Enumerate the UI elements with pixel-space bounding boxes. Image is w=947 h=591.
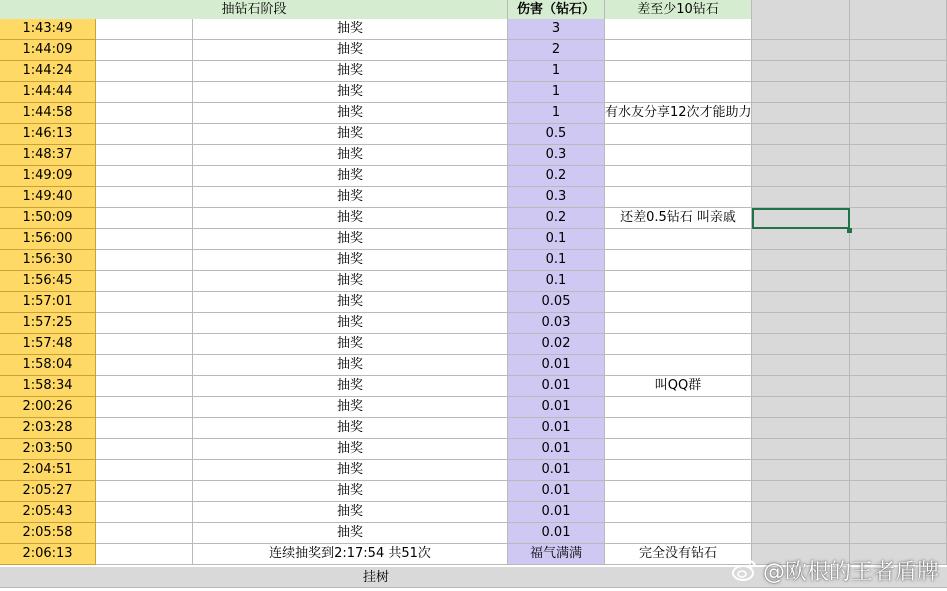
time-cell[interactable]: 1:44:58 <box>0 103 96 124</box>
action-cell[interactable]: 抽奖 <box>193 124 508 145</box>
time-cell[interactable]: 1:56:45 <box>0 271 96 292</box>
empty-cell[interactable] <box>850 439 947 460</box>
note-cell[interactable] <box>605 145 752 166</box>
time-cell[interactable]: 1:49:09 <box>0 166 96 187</box>
empty-cell[interactable] <box>850 103 947 124</box>
empty-cell[interactable] <box>752 313 850 334</box>
damage-cell[interactable]: 0.5 <box>508 124 605 145</box>
note-cell[interactable] <box>605 40 752 61</box>
table-row <box>0 292 947 313</box>
note-cell[interactable] <box>605 502 752 523</box>
empty-cell[interactable] <box>752 460 850 481</box>
empty-cell[interactable] <box>96 40 193 61</box>
damage-cell[interactable]: 2 <box>508 40 605 61</box>
empty-cell[interactable] <box>96 292 193 313</box>
action-cell[interactable]: 抽奖 <box>193 82 508 103</box>
action-cell[interactable]: 抽奖 <box>193 250 508 271</box>
note-cell[interactable] <box>605 355 752 376</box>
action-cell[interactable]: 抽奖 <box>193 145 508 166</box>
empty-cell[interactable] <box>96 460 193 481</box>
damage-cell[interactable]: 0.1 <box>508 250 605 271</box>
empty-cell[interactable] <box>850 334 947 355</box>
action-cell[interactable]: 抽奖 <box>193 103 508 124</box>
action-cell[interactable]: 抽奖 <box>193 481 508 502</box>
header-damage[interactable]: 伤害（钻石） <box>508 0 605 21</box>
note-cell[interactable] <box>605 187 752 208</box>
empty-cell[interactable] <box>850 376 947 397</box>
note-cell[interactable] <box>605 313 752 334</box>
note-cell[interactable] <box>605 292 752 313</box>
time-cell[interactable]: 1:44:44 <box>0 82 96 103</box>
damage-cell[interactable]: 0.01 <box>508 439 605 460</box>
time-cell[interactable]: 1:50:09 <box>0 208 96 229</box>
note-cell[interactable]: 完全没有钻石 <box>605 544 752 565</box>
note-cell[interactable]: 有水友分享12次才能助力 <box>605 103 752 124</box>
empty-cell[interactable] <box>96 124 193 145</box>
action-cell[interactable]: 抽奖 <box>193 61 508 82</box>
time-cell[interactable]: 2:05:43 <box>0 502 96 523</box>
damage-cell[interactable]: 3 <box>508 19 605 40</box>
empty-cell[interactable] <box>850 292 947 313</box>
table-row <box>0 271 947 292</box>
action-cell[interactable]: 抽奖 <box>193 313 508 334</box>
damage-cell[interactable]: 1 <box>508 103 605 124</box>
note-cell[interactable] <box>605 439 752 460</box>
action-cell[interactable]: 抽奖 <box>193 292 508 313</box>
damage-cell[interactable]: 0.3 <box>508 187 605 208</box>
empty-cell[interactable] <box>850 145 947 166</box>
empty-cell[interactable] <box>850 418 947 439</box>
empty-cell[interactable] <box>96 418 193 439</box>
time-cell[interactable]: 1:58:34 <box>0 376 96 397</box>
note-cell[interactable] <box>605 334 752 355</box>
empty-cell[interactable] <box>96 250 193 271</box>
table-row <box>0 460 947 481</box>
watermark-text: @欧根的王者盾牌 <box>762 559 939 585</box>
table-row <box>0 334 947 355</box>
table-row <box>0 313 947 334</box>
empty-cell[interactable] <box>96 166 193 187</box>
empty-cell[interactable] <box>752 145 850 166</box>
empty-cell[interactable] <box>850 166 947 187</box>
action-cell[interactable]: 抽奖 <box>193 397 508 418</box>
action-cell[interactable]: 抽奖 <box>193 355 508 376</box>
action-cell[interactable]: 抽奖 <box>193 418 508 439</box>
table-row <box>0 523 947 544</box>
time-cell[interactable]: 1:56:00 <box>0 229 96 250</box>
empty-cell[interactable] <box>96 502 193 523</box>
empty-cell[interactable] <box>752 355 850 376</box>
empty-cell[interactable] <box>850 187 947 208</box>
table-row <box>0 82 947 103</box>
empty-cell[interactable] <box>752 481 850 502</box>
empty-cell[interactable] <box>96 145 193 166</box>
note-cell[interactable]: 还差0.5钻石 叫亲戚 <box>605 208 752 229</box>
time-cell[interactable]: 2:04:51 <box>0 460 96 481</box>
empty-cell[interactable] <box>96 271 193 292</box>
empty-cell[interactable] <box>850 40 947 61</box>
time-cell[interactable]: 2:00:26 <box>0 397 96 418</box>
action-cell[interactable]: 抽奖 <box>193 502 508 523</box>
header-need[interactable]: 差至少10钻石 <box>605 0 752 21</box>
empty-cell[interactable] <box>850 271 947 292</box>
time-cell[interactable]: 1:56:30 <box>0 250 96 271</box>
empty-cell[interactable] <box>752 19 850 40</box>
weibo-icon <box>731 556 759 584</box>
damage-cell[interactable]: 0.01 <box>508 418 605 439</box>
empty-cell[interactable] <box>850 61 947 82</box>
action-cell[interactable]: 抽奖 <box>193 271 508 292</box>
empty-cell[interactable] <box>96 523 193 544</box>
empty-cell[interactable] <box>96 439 193 460</box>
damage-cell[interactable]: 0.01 <box>508 355 605 376</box>
empty-cell[interactable] <box>752 61 850 82</box>
time-cell[interactable]: 1:44:24 <box>0 61 96 82</box>
header-empty-cell[interactable] <box>850 0 947 21</box>
damage-cell[interactable]: 0.01 <box>508 397 605 418</box>
empty-cell[interactable] <box>96 187 193 208</box>
damage-cell[interactable]: 0.01 <box>508 502 605 523</box>
empty-cell[interactable] <box>96 481 193 502</box>
empty-cell[interactable] <box>752 166 850 187</box>
action-cell[interactable]: 抽奖 <box>193 523 508 544</box>
note-cell[interactable] <box>605 229 752 250</box>
empty-cell[interactable] <box>96 376 193 397</box>
empty-cell[interactable] <box>752 397 850 418</box>
footer-label[interactable]: 挂树 <box>362 570 389 585</box>
empty-cell[interactable] <box>850 208 947 229</box>
damage-cell[interactable]: 0.03 <box>508 313 605 334</box>
time-cell[interactable]: 2:05:58 <box>0 523 96 544</box>
empty-cell[interactable] <box>96 229 193 250</box>
action-cell[interactable]: 抽奖 <box>193 460 508 481</box>
table-row <box>0 376 947 397</box>
damage-cell[interactable]: 1 <box>508 61 605 82</box>
table-row <box>0 502 947 523</box>
action-cell[interactable]: 抽奖 <box>193 187 508 208</box>
empty-cell[interactable] <box>850 313 947 334</box>
damage-cell[interactable]: 0.3 <box>508 145 605 166</box>
empty-cell[interactable] <box>752 250 850 271</box>
empty-cell[interactable] <box>752 502 850 523</box>
empty-cell[interactable] <box>850 523 947 544</box>
selected-cell[interactable] <box>752 208 850 229</box>
damage-cell[interactable]: 0.1 <box>508 271 605 292</box>
time-cell[interactable]: 1:58:04 <box>0 355 96 376</box>
empty-cell[interactable] <box>850 397 947 418</box>
time-cell[interactable]: 1:46:13 <box>0 124 96 145</box>
table-row <box>0 418 947 439</box>
action-cell[interactable]: 抽奖 <box>193 334 508 355</box>
note-cell[interactable] <box>605 250 752 271</box>
time-cell[interactable]: 1:49:40 <box>0 187 96 208</box>
time-cell[interactable]: 2:05:27 <box>0 481 96 502</box>
damage-cell[interactable]: 0.01 <box>508 523 605 544</box>
table-row <box>0 481 947 502</box>
action-cell[interactable]: 抽奖 <box>193 439 508 460</box>
empty-cell[interactable] <box>850 460 947 481</box>
header-empty-cell[interactable] <box>752 0 850 21</box>
empty-cell[interactable] <box>752 292 850 313</box>
empty-cell[interactable] <box>752 124 850 145</box>
table-row <box>0 229 947 250</box>
table-row <box>0 397 947 418</box>
empty-cell[interactable] <box>850 355 947 376</box>
empty-cell[interactable] <box>850 19 947 40</box>
note-cell[interactable] <box>605 166 752 187</box>
damage-cell[interactable]: 0.01 <box>508 376 605 397</box>
empty-cell[interactable] <box>850 502 947 523</box>
damage-cell[interactable]: 0.2 <box>508 208 605 229</box>
empty-cell[interactable] <box>96 19 193 40</box>
note-cell[interactable] <box>605 418 752 439</box>
empty-cell[interactable] <box>752 40 850 61</box>
action-cell[interactable]: 抽奖 <box>193 229 508 250</box>
action-cell[interactable]: 连续抽奖到2:17:54 共51次 <box>193 544 508 565</box>
header-stage[interactable]: 抽钻石阶段 <box>221 2 287 17</box>
action-cell[interactable]: 抽奖 <box>193 19 508 40</box>
action-cell[interactable]: 抽奖 <box>193 40 508 61</box>
empty-cell[interactable] <box>752 334 850 355</box>
damage-cell[interactable]: 0.05 <box>508 292 605 313</box>
table-row <box>0 439 947 460</box>
table-row <box>0 355 947 376</box>
empty-cell[interactable] <box>96 334 193 355</box>
empty-cell[interactable] <box>752 103 850 124</box>
note-cell[interactable] <box>605 523 752 544</box>
empty-cell[interactable] <box>850 229 947 250</box>
table-row <box>0 124 947 145</box>
action-cell[interactable]: 抽奖 <box>193 208 508 229</box>
note-cell[interactable] <box>605 61 752 82</box>
empty-cell[interactable] <box>96 82 193 103</box>
note-cell[interactable] <box>605 460 752 481</box>
table-row <box>0 166 947 187</box>
empty-cell[interactable] <box>96 313 193 334</box>
damage-cell[interactable]: 1 <box>508 82 605 103</box>
time-cell[interactable]: 2:03:28 <box>0 418 96 439</box>
empty-cell[interactable] <box>850 250 947 271</box>
empty-cell[interactable] <box>752 439 850 460</box>
note-cell[interactable] <box>605 124 752 145</box>
empty-cell[interactable] <box>752 271 850 292</box>
time-cell[interactable]: 1:57:48 <box>0 334 96 355</box>
damage-cell[interactable]: 0.02 <box>508 334 605 355</box>
table-row <box>0 40 947 61</box>
watermark <box>731 552 939 588</box>
table-row <box>0 103 947 124</box>
time-cell[interactable]: 1:57:25 <box>0 313 96 334</box>
note-cell[interactable]: 叫QQ群 <box>605 376 752 397</box>
empty-cell[interactable] <box>752 82 850 103</box>
empty-cell[interactable] <box>96 61 193 82</box>
table-row <box>0 187 947 208</box>
empty-cell[interactable] <box>96 355 193 376</box>
empty-cell[interactable] <box>96 397 193 418</box>
time-cell[interactable]: 1:57:01 <box>0 292 96 313</box>
note-cell[interactable] <box>605 82 752 103</box>
damage-cell[interactable]: 0.01 <box>508 481 605 502</box>
empty-cell[interactable] <box>850 124 947 145</box>
action-cell[interactable]: 抽奖 <box>193 166 508 187</box>
empty-cell[interactable] <box>96 208 193 229</box>
damage-cell[interactable]: 福气满满 <box>508 544 605 565</box>
empty-cell[interactable] <box>96 103 193 124</box>
empty-cell[interactable] <box>752 418 850 439</box>
damage-cell[interactable]: 0.01 <box>508 460 605 481</box>
note-cell[interactable] <box>605 19 752 40</box>
damage-cell[interactable]: 0.2 <box>508 166 605 187</box>
table-row <box>0 250 947 271</box>
empty-cell[interactable] <box>752 187 850 208</box>
selection-fill-handle[interactable] <box>847 228 852 233</box>
empty-cell[interactable] <box>850 82 947 103</box>
time-cell[interactable]: 1:44:09 <box>0 40 96 61</box>
table-row <box>0 208 947 229</box>
time-cell[interactable]: 1:43:49 <box>0 19 96 40</box>
note-cell[interactable] <box>605 397 752 418</box>
header-row <box>0 0 947 21</box>
note-cell[interactable] <box>605 271 752 292</box>
empty-cell[interactable] <box>752 229 850 250</box>
time-cell[interactable]: 1:48:37 <box>0 145 96 166</box>
empty-cell[interactable] <box>752 523 850 544</box>
empty-cell[interactable] <box>850 481 947 502</box>
action-cell[interactable]: 抽奖 <box>193 376 508 397</box>
table-row <box>0 61 947 82</box>
note-cell[interactable] <box>605 481 752 502</box>
empty-cell[interactable] <box>752 376 850 397</box>
damage-cell[interactable]: 0.1 <box>508 229 605 250</box>
empty-cell[interactable] <box>96 544 193 565</box>
table-row <box>0 19 947 40</box>
time-cell[interactable]: 2:06:13 <box>0 544 96 565</box>
time-cell[interactable]: 2:03:50 <box>0 439 96 460</box>
table-row <box>0 145 947 166</box>
